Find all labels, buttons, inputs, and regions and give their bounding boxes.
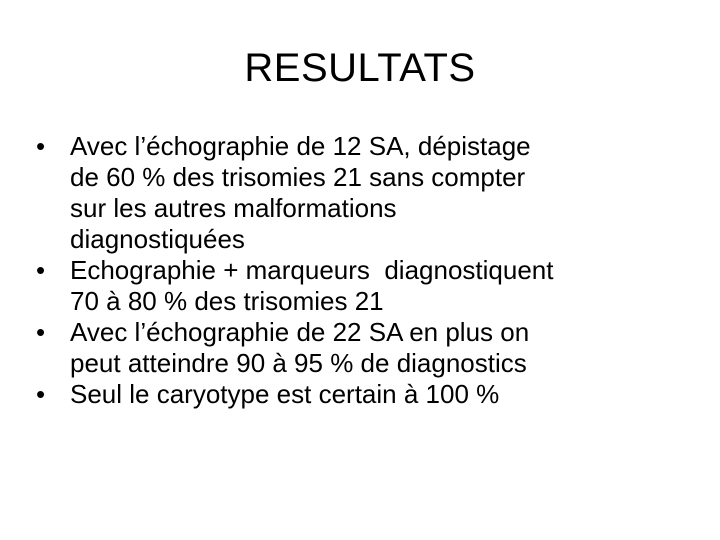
bullet-item xyxy=(36,255,686,317)
bullet-text-line: sur les autres malformations xyxy=(70,193,397,223)
slide-title: RESULTATS xyxy=(244,46,476,90)
bullet-text-line: peut atteindre 90 à 95 % de diagnostics xyxy=(70,348,527,378)
bullet-text-line: Avec l’échographie de 22 SA en plus on xyxy=(70,317,530,347)
bullet-text-line: diagnostiquées xyxy=(70,224,245,254)
bullet-item xyxy=(36,379,686,410)
bullet-text-line: Echographie + marqueurs diagnostiquent xyxy=(70,255,554,285)
bullet-dot-icon: • xyxy=(36,131,46,161)
bullet-dot-icon: • xyxy=(36,317,46,347)
bullet-item xyxy=(36,317,686,379)
bullet-text-line: Seul le caryotype est certain à 100 % xyxy=(70,379,500,409)
bullet-item xyxy=(36,131,686,255)
bullet-list xyxy=(36,131,686,410)
bullet-dot-icon: • xyxy=(36,379,46,409)
bullet-dot-icon: • xyxy=(36,255,46,285)
bullet-text-line: de 60 % des trisomies 21 sans compter xyxy=(70,162,526,192)
bullet-text-line: Avec l’échographie de 12 SA, dépistage xyxy=(70,131,531,161)
bullet-text-line: 70 à 80 % des trisomies 21 xyxy=(70,286,384,316)
